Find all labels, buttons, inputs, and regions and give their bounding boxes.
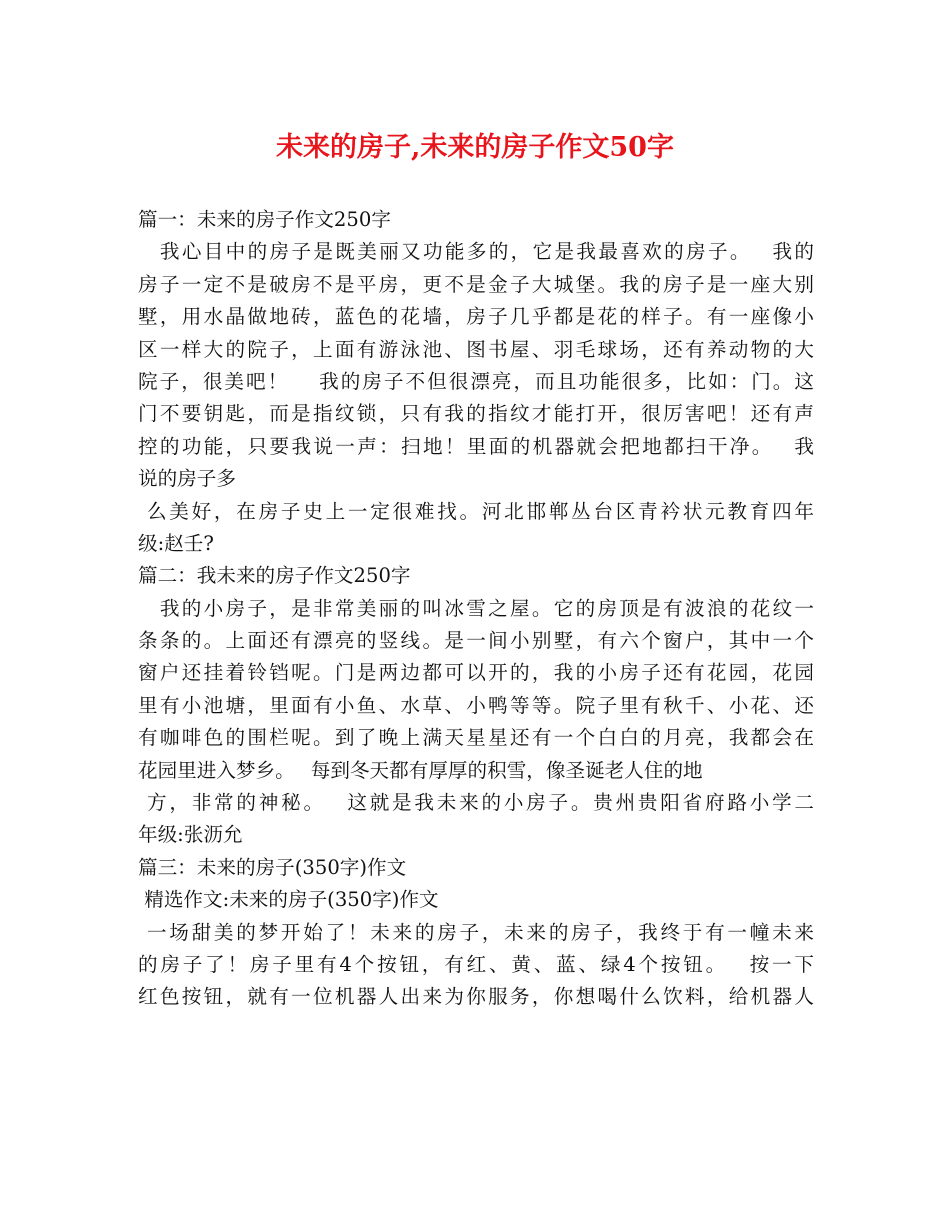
text-line: 篇一：未来的房子作文250字 [138, 208, 391, 231]
text-line: 篇二：我未来的房子作文250字 [138, 564, 411, 588]
text-line: 年级:张沥允 [138, 823, 243, 847]
text-line: 里有小池塘，里面有小鱼、水草、小鸭等等。院子里有秋千、小花、还 [138, 693, 814, 717]
text-line: 墅，用水晶做地砖，蓝色的花墙，房子几乎都是花的样子。有一座像小 [138, 305, 814, 329]
document-title: 未来的房子,未来的房子作文50字 [276, 132, 674, 163]
text-line: 篇三：未来的房子(350字)作文 [138, 855, 407, 879]
text-line: 我的小房子，是非常美丽的叫冰雪之屋。它的房顶是有波浪的花纹一 [138, 596, 814, 620]
text-line: 院子，很美吧！ 我的房子不但很漂亮，而且功能很多，比如：门。这 [138, 369, 814, 393]
text-line: 我心目中的房子是既美丽又功能多的，它是我最喜欢的房子。 我的 [138, 240, 814, 264]
text-line: 么美好，在房子史上一定很难找。河北邯郸丛台区青衿状元教育四年 [138, 499, 814, 523]
document-body [138, 204, 814, 1014]
text-line: 方，非常的神秘。 这就是我未来的小房子。贵州贵阳省府路小学二 [138, 791, 814, 815]
text-line: 的房子了！房子里有4个按钮，有红、黄、蓝、绿4个按钮。 按一下 [138, 952, 814, 976]
text-line: 门不要钥匙，而是指纹锁，只有我的指纹才能打开，很厉害吧！还有声 [138, 402, 814, 426]
text-line: 区一样大的院子，上面有游泳池、图书屋、羽毛球场，还有养动物的大 [138, 337, 814, 361]
text-line: 说的房子多 [138, 467, 236, 491]
text-line: 控的功能，只要我说一声：扫地！里面的机器就会把地都扫干净。 我 [138, 434, 814, 458]
text-line: 房子一定不是破房不是平房，更不是金子大城堡。我的房子是一座大别 [138, 272, 814, 296]
text-line: 精选作文:未来的房子(350字)作文 [138, 888, 439, 912]
text-line: 级:赵壬? [138, 531, 214, 555]
text-line: 条条的。上面还有漂亮的竖线。是一间小别墅，有六个窗户，其中一个 [138, 629, 814, 653]
text-line: 窗户还挂着铃铛呢。门是两边都可以开的，我的小房子还有花园，花园 [138, 661, 814, 685]
text-line: 有咖啡色的围栏呢。到了晚上满天星星还有一个白白的月亮，我都会在 [138, 726, 814, 750]
text-line: 一场甜美的梦开始了！未来的房子，未来的房子，我终于有一幢未来 [138, 920, 814, 944]
text-line: 花园里进入梦乡。 每到冬天都有厚厚的积雪，像圣诞老人住的地 [138, 758, 703, 782]
text-line: 红色按钮，就有一位机器人出来为你服务，你想喝什么饮料，给机器人 [138, 985, 814, 1009]
